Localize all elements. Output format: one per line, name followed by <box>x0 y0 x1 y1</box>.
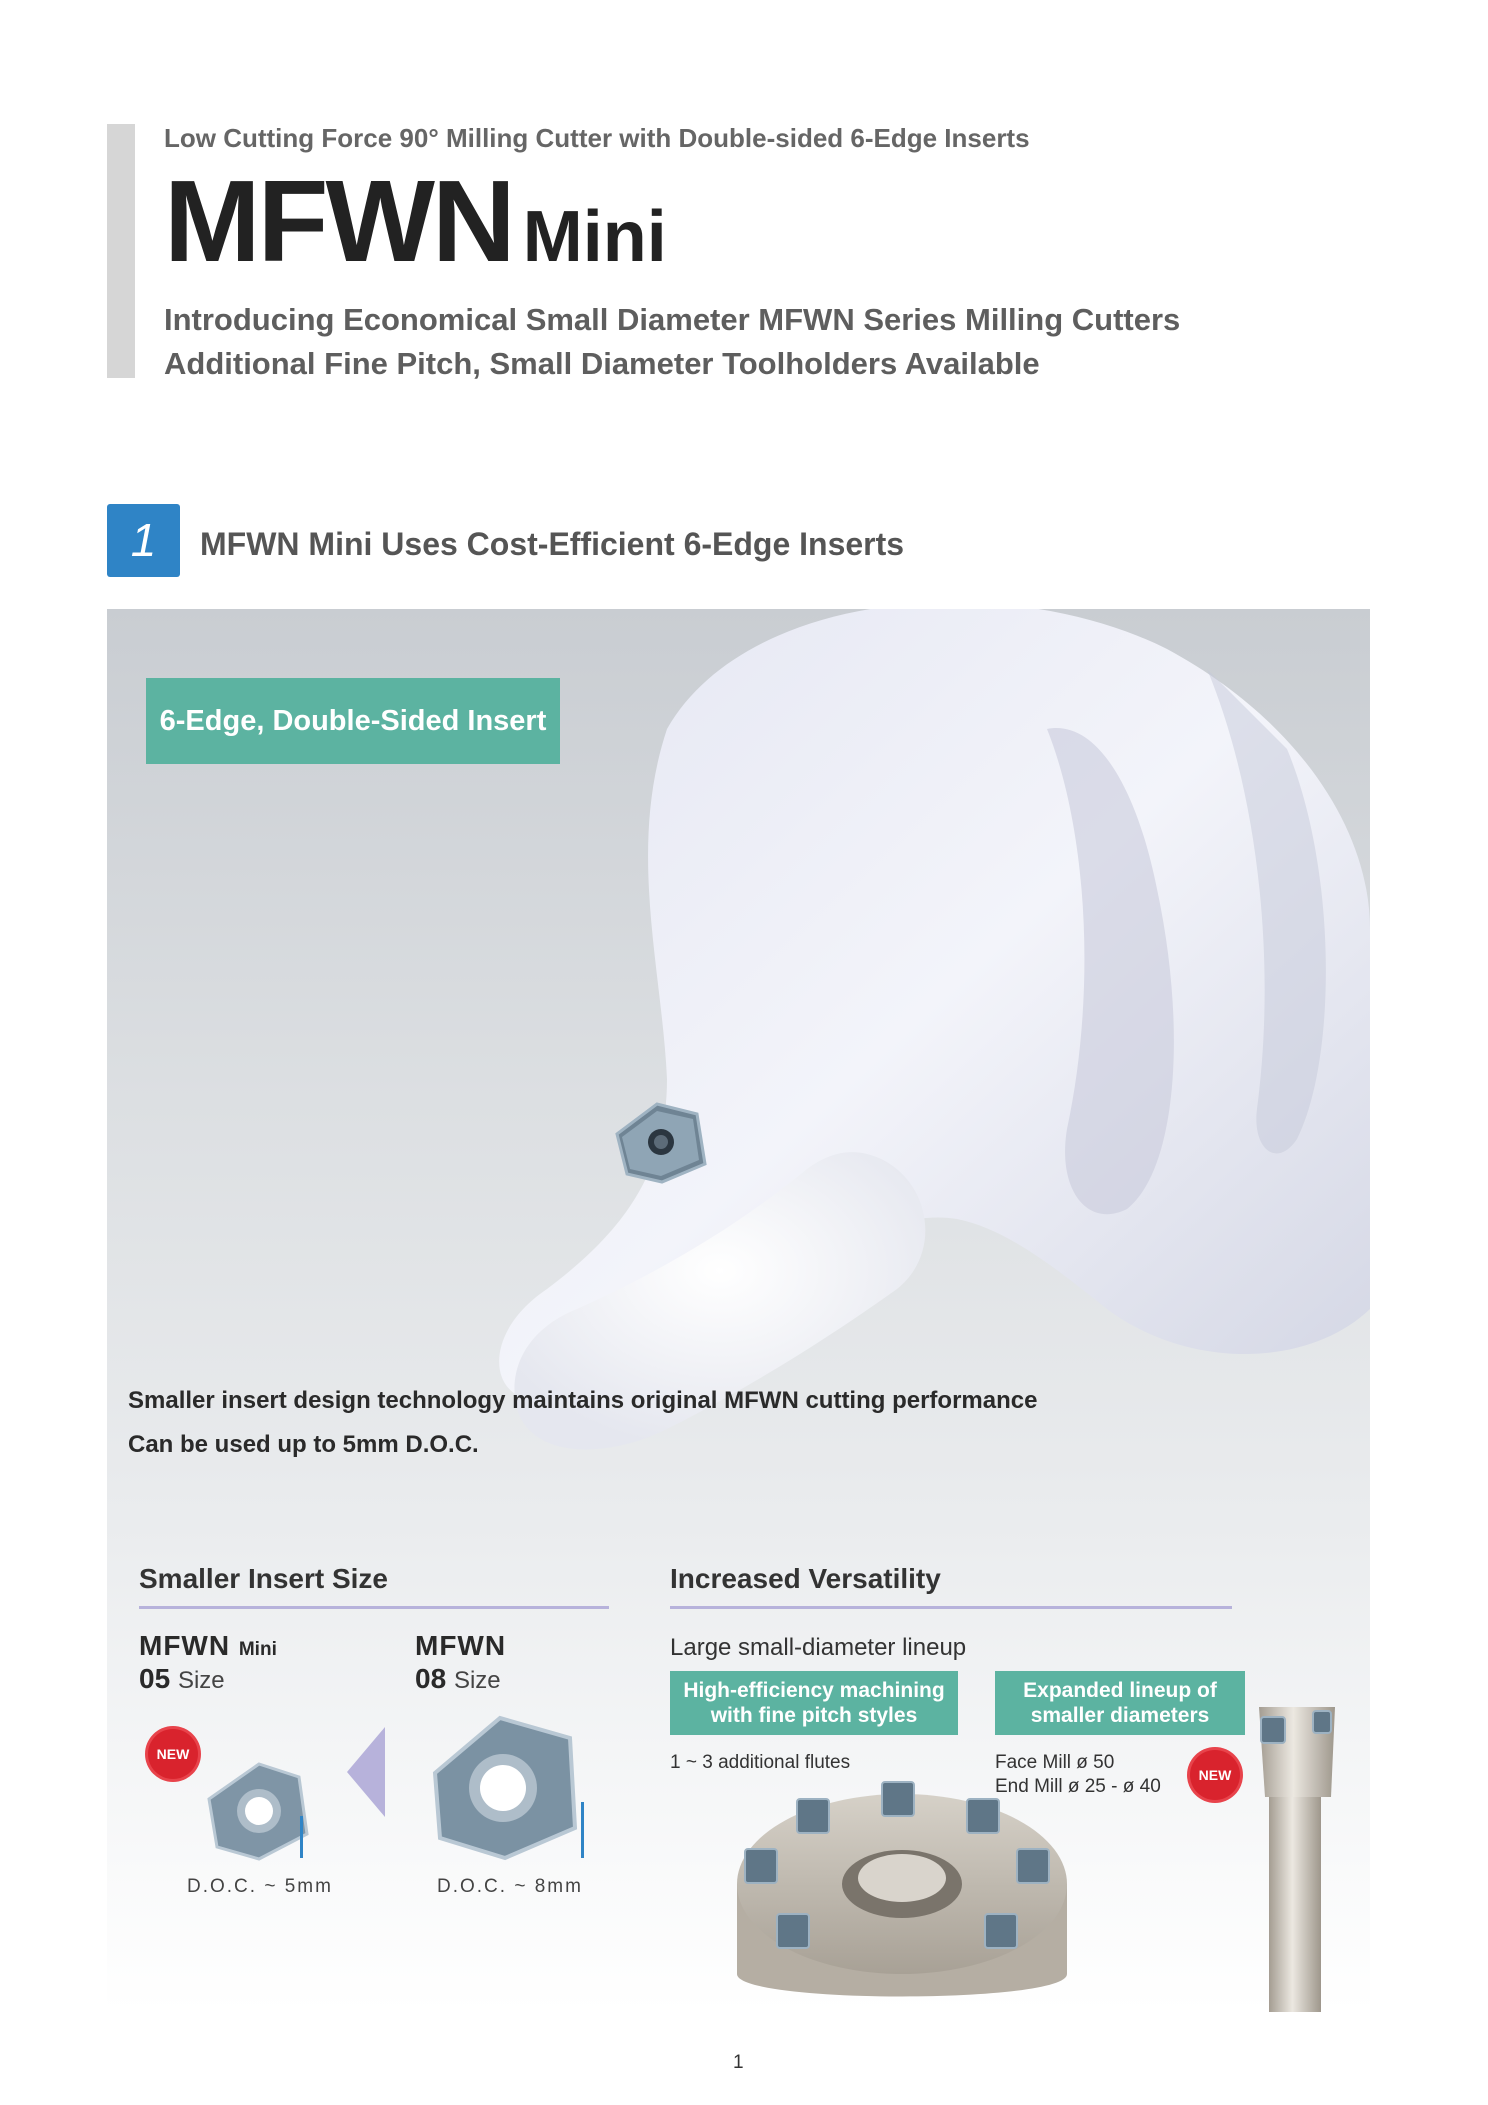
doc-08-label: D.O.C. ~ 8mm <box>437 1876 583 1897</box>
product-photo-panel <box>107 609 1370 2012</box>
header-accent-bar <box>107 124 135 378</box>
versatility-rule <box>670 1606 1232 1609</box>
mfwn-size <box>415 1663 501 1695</box>
mfwn-label: MFWN <box>415 1630 507 1661</box>
mfwn-size-word: Size <box>453 1667 501 1694</box>
insert-type-badge: 6-Edge, Double-Sided Insert <box>146 678 560 764</box>
performance-claim: Smaller insert design technology maintains original MFWN cutting performance <box>128 1387 1038 1414</box>
arrow-left-icon <box>347 1727 387 1817</box>
new-badge: NEW <box>148 1729 198 1779</box>
versatility-heading: Increased Versatility <box>670 1563 941 1594</box>
face-mill-spec: Face Mill ø 50 <box>995 1752 1115 1773</box>
additional-flutes-note: 1 ~ 3 additional flutes <box>670 1752 851 1773</box>
product-name-main: MFWN <box>164 156 513 286</box>
new-badge: NEW <box>1190 1750 1240 1800</box>
doc-claim: Can be used up to 5mm D.O.C. <box>128 1431 479 1458</box>
product-name <box>164 158 667 286</box>
mfwn-mini-size-num: 05 <box>139 1663 171 1694</box>
end-mill-spec: End Mill ø 25 - ø 40 <box>995 1776 1161 1797</box>
intro-line-1: Introducing Economical Small Diameter MFWN Series Milling Cutters <box>164 302 1181 337</box>
mfwn-mini-model: MFWN <box>139 1630 231 1661</box>
product-name-suffix: Mini <box>522 197 667 277</box>
insert-size-rule <box>139 1606 609 1609</box>
mfwn-mini-size <box>139 1663 225 1695</box>
page-number: 1 <box>733 2052 744 2073</box>
fine-pitch-line-2: with fine pitch styles <box>710 1704 918 1727</box>
product-subtitle: Low Cutting Force 90° Milling Cutter with Double-sided 6-Edge Inserts <box>164 123 1030 153</box>
mfwn-mini-suffix: Mini <box>238 1639 277 1660</box>
expanded-lineup-box <box>995 1671 1245 1735</box>
mfwn-size-num: 08 <box>415 1663 447 1694</box>
doc-indicator-08 <box>581 1802 584 1858</box>
expanded-lineup-line-1: Expanded lineup of <box>1023 1679 1217 1702</box>
end-mill-image <box>1247 1697 1347 2012</box>
insert-08-icon <box>425 1713 585 1863</box>
lineup-text: Large small-diameter lineup <box>670 1634 967 1661</box>
face-mill-cutter-image <box>717 1774 1087 2012</box>
section-title: MFWN Mini Uses Cost-Efficient 6-Edge Inserts <box>200 526 905 562</box>
fine-pitch-box <box>670 1671 958 1735</box>
insert-on-fingertip <box>617 1104 705 1182</box>
mfwn-mini-label <box>139 1630 277 1662</box>
fine-pitch-line-1: High-efficiency machining <box>683 1679 945 1702</box>
doc-indicator-05 <box>300 1816 303 1858</box>
insert-size-heading: Smaller Insert Size <box>139 1563 389 1594</box>
mfwn-mini-size-word: Size <box>177 1667 225 1694</box>
section-number-badge: 1 <box>107 504 180 577</box>
expanded-lineup-line-2: smaller diameters <box>1030 1704 1210 1727</box>
doc-05-label: D.O.C. ~ 5mm <box>187 1876 333 1897</box>
intro-line-2: Additional Fine Pitch, Small Diameter Toolholders Available <box>164 346 1040 381</box>
